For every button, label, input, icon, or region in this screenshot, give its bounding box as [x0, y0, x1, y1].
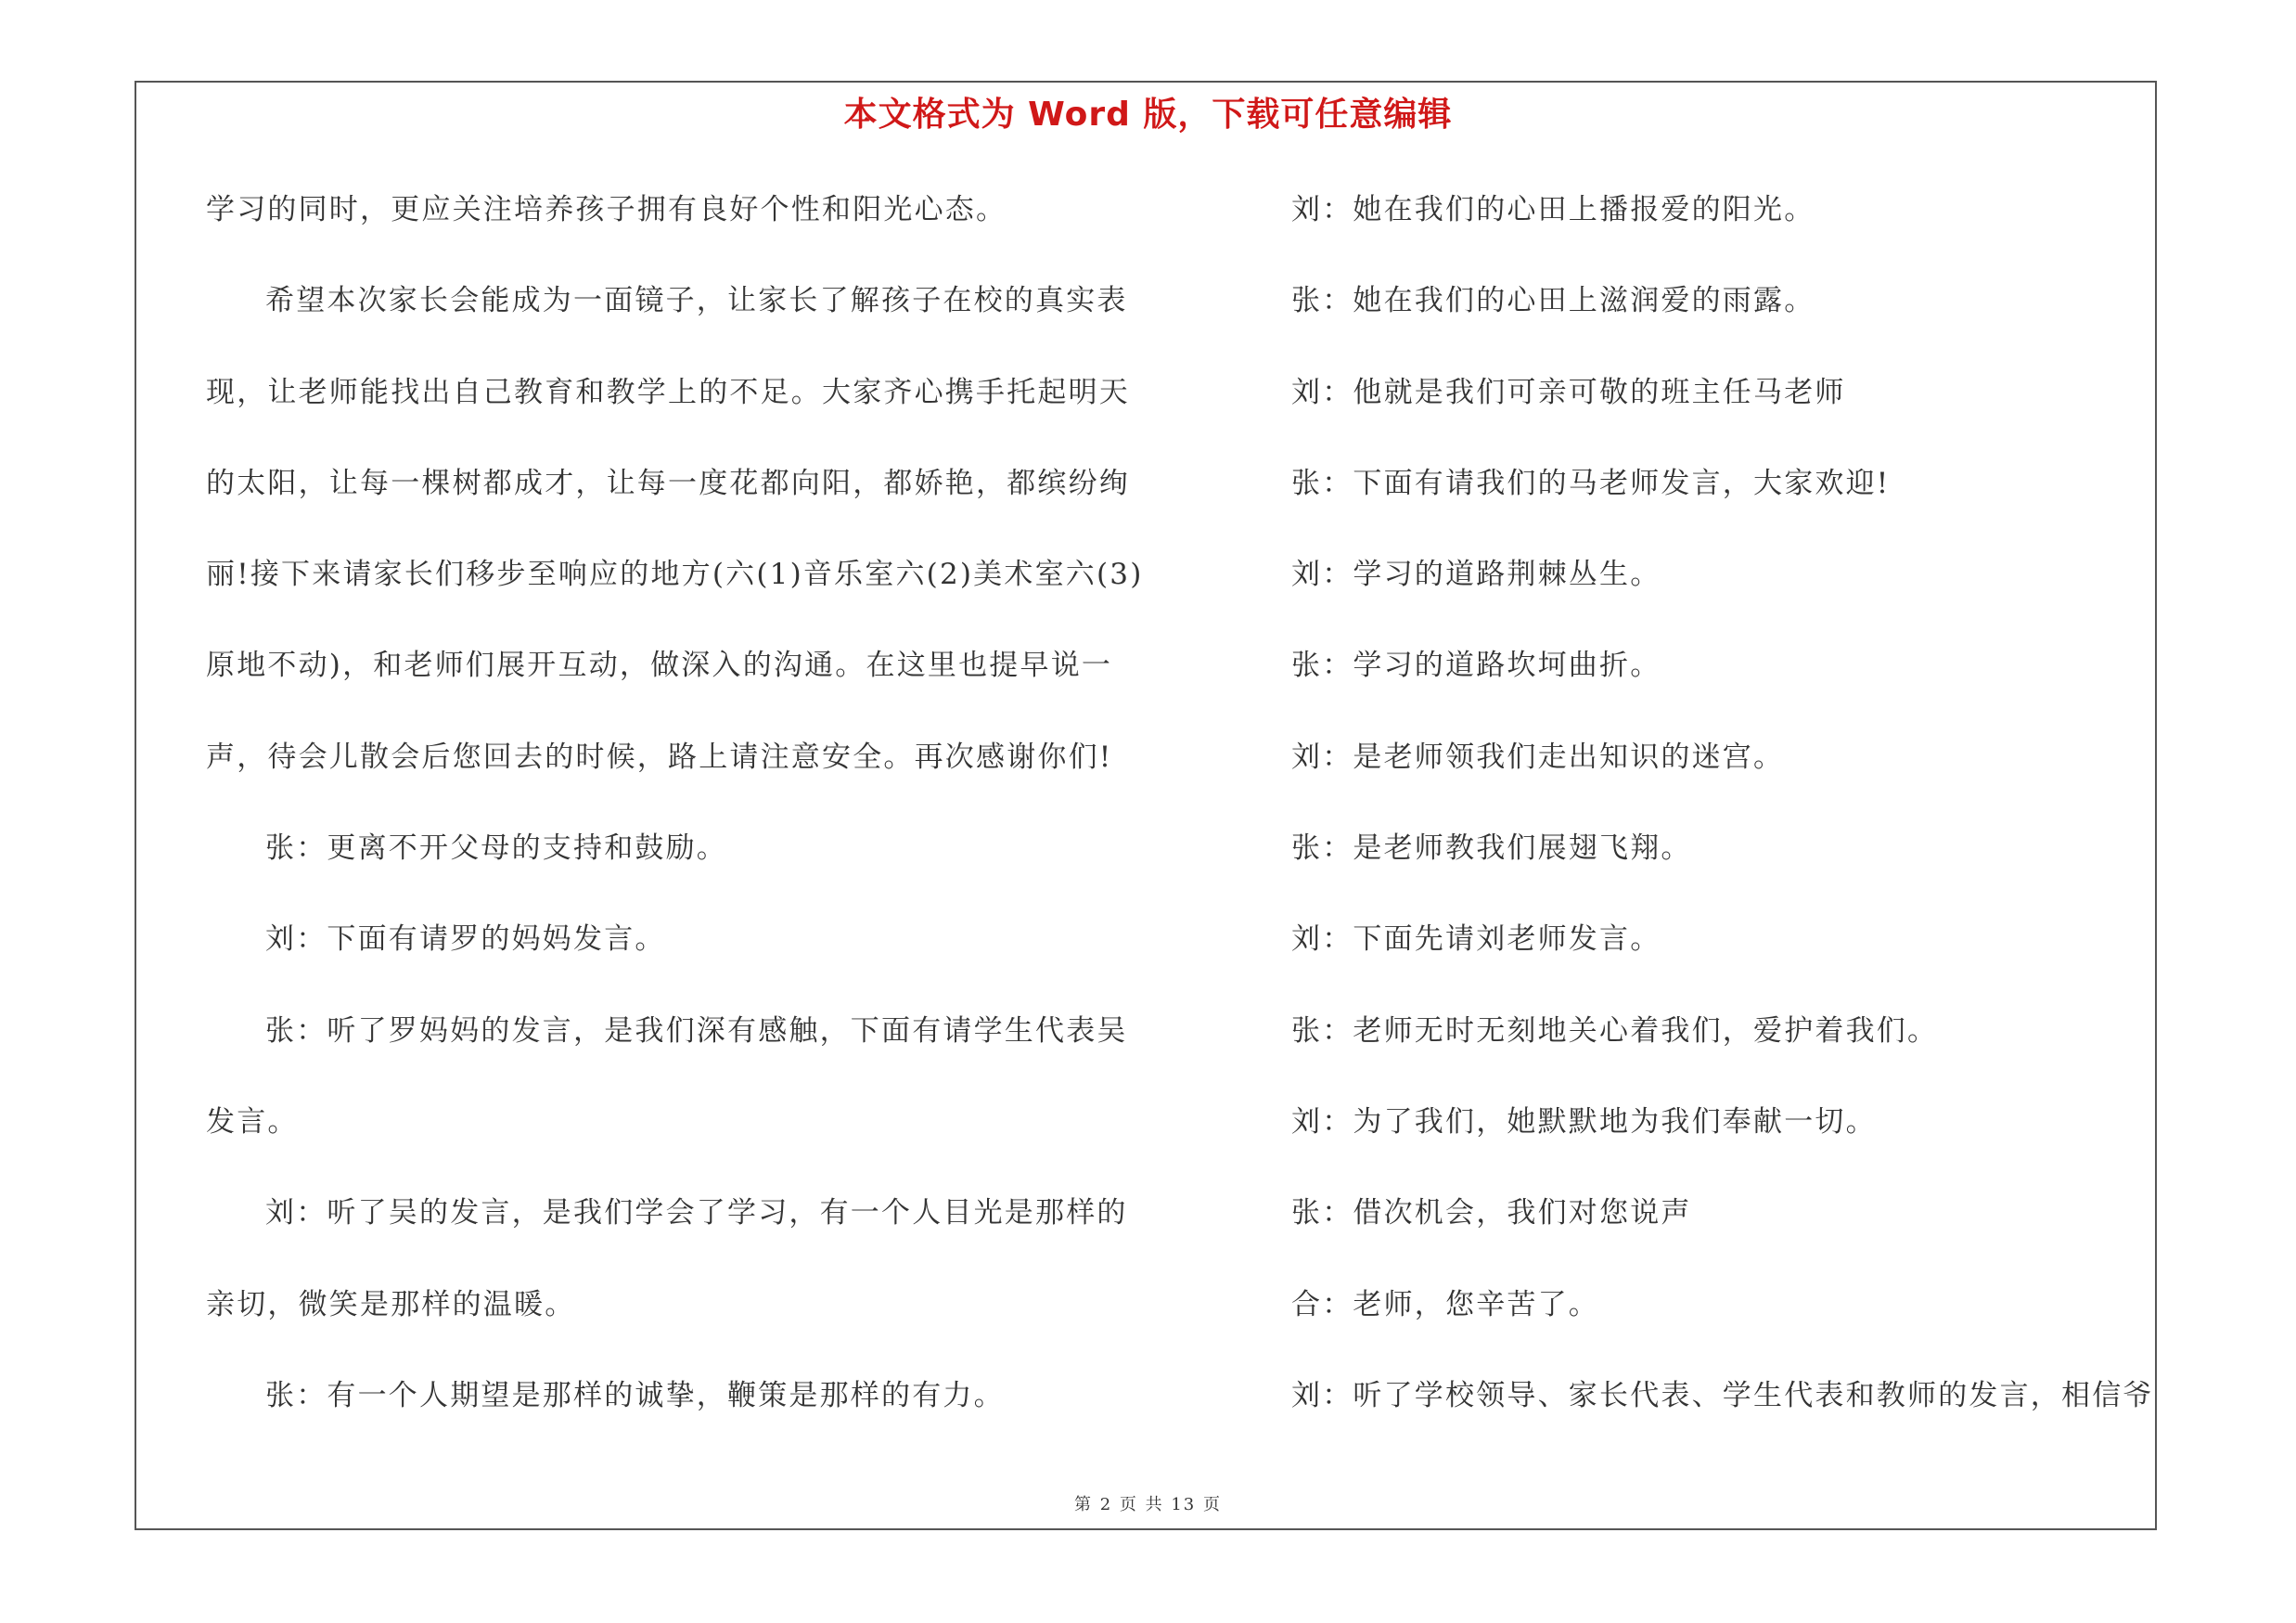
text-line: 刘：为了我们，她默默地为我们奉献一切。: [1291, 1104, 1877, 1139]
text-line: 丽!接下来请家长们移步至响应的地方(六(1)音乐室六(2)美术室六(3): [206, 558, 1144, 592]
text-line: 张：老师无时无刻地关心着我们，爱护着我们。: [1291, 1013, 1939, 1048]
right-column: [1291, 182, 2154, 1459]
left-column: [206, 182, 1144, 1459]
text-line: 合：老师，您辛苦了。: [1291, 1287, 1599, 1321]
text-line: 张：听了罗妈妈的发言，是我们深有感触，下面有请学生代表吴: [265, 1013, 1128, 1048]
text-line: 刘：下面有请罗的妈妈发言。: [265, 922, 666, 957]
text-line: 现，让老师能找出自己教育和教学上的不足。大家齐心携手托起明天: [206, 375, 1130, 409]
page-number: 第 2 页 共 13 页: [1074, 1495, 1222, 1514]
text-line: 刘：他就是我们可亲可敬的班主任马老师: [1291, 375, 1846, 409]
text-line: 发言。: [206, 1104, 299, 1139]
text-line: 刘：听了学校领导、家长代表、学生代表和教师的发言，相信爷: [1291, 1378, 2154, 1412]
text-line: 希望本次家长会能成为一面镜子，让家长了解孩子在校的真实表: [265, 284, 1128, 318]
format-banner: 本文格式为 Word 版，下载可任意编辑: [843, 96, 1453, 134]
text-line: 的太阳，让每一棵树都成才，让每一度花都向阳，都娇艳，都缤纷绚: [206, 466, 1130, 500]
text-line: 声，待会儿散会后您回去的时候，路上请注意安全。再次感谢你们!: [206, 740, 1113, 774]
text-line: 张：是老师教我们展翅飞翔。: [1291, 831, 1692, 866]
text-line: 原地不动)，和老师们展开互动，做深入的沟通。在这里也提早说一: [206, 649, 1113, 683]
text-line: 张：下面有请我们的马老师发言，大家欢迎!: [1291, 466, 1891, 500]
text-line: 张：有一个人期望是那样的诚挚，鞭策是那样的有力。: [265, 1378, 1005, 1412]
text-line: 张：她在我们的心田上滋润爱的雨露。: [1291, 284, 1815, 318]
text-line: 亲切，微笑是那样的温暖。: [206, 1287, 576, 1321]
text-line: 刘：学习的道路荆棘丛生。: [1291, 558, 1661, 592]
text-line: 刘：是老师领我们走出知识的迷宫。: [1291, 740, 1785, 774]
text-line: 学习的同时，更应关注培养孩子拥有良好个性和阳光心态。: [206, 193, 1007, 226]
text-line: 张：学习的道路坎坷曲折。: [1291, 649, 1661, 683]
text-line: 张：借次机会，我们对您说声: [1291, 1196, 1692, 1230]
text-line: 张：更离不开父母的支持和鼓励。: [265, 831, 727, 866]
text-line: 刘：她在我们的心田上播报爱的阳光。: [1291, 193, 1815, 226]
text-line: 刘：下面先请刘老师发言。: [1291, 922, 1661, 957]
text-line: 刘：听了吴的发言，是我们学会了学习，有一个人目光是那样的: [265, 1196, 1128, 1230]
